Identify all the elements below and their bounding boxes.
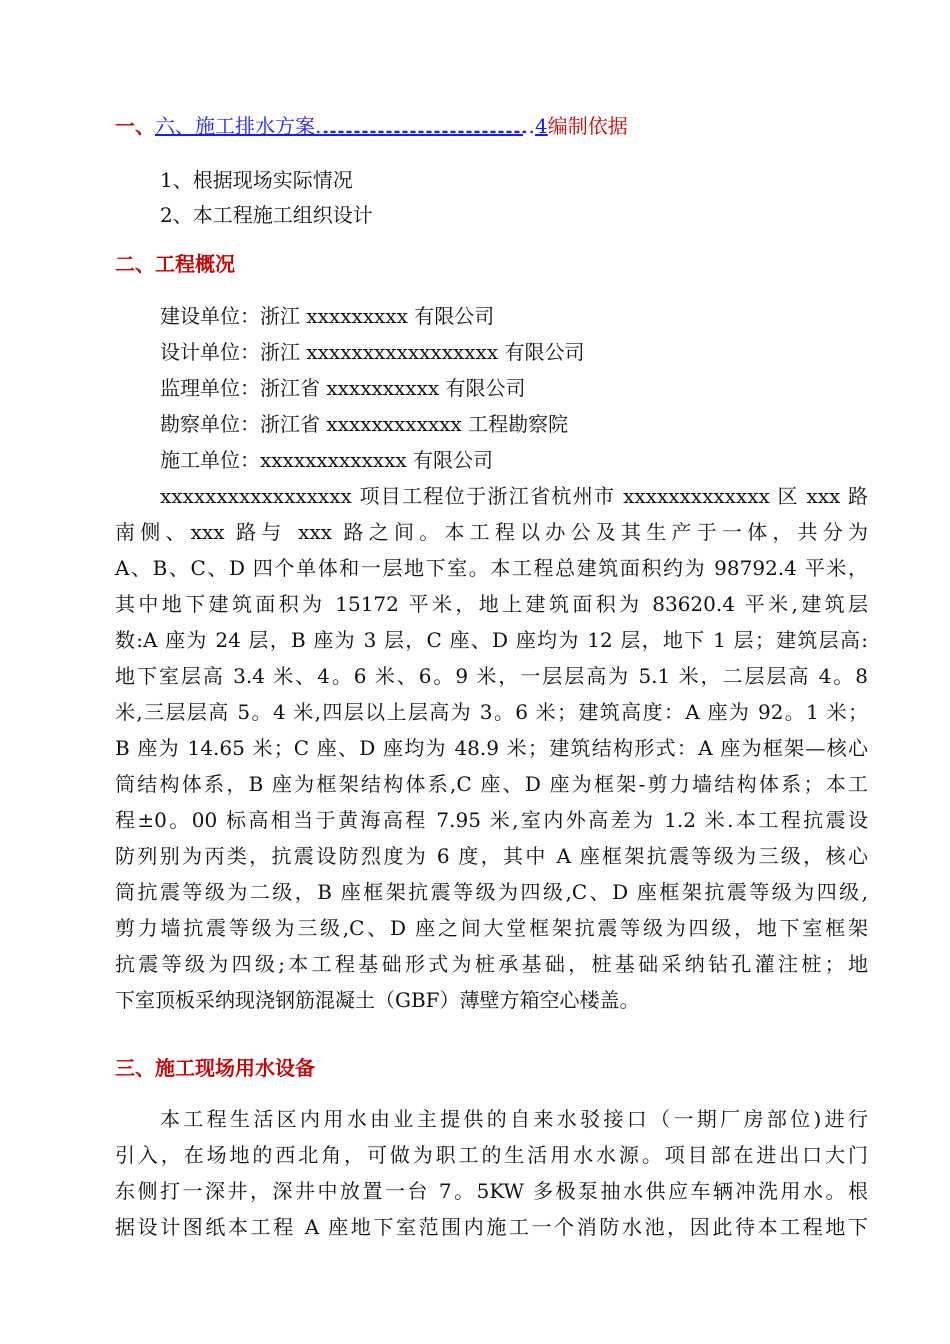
toc-entry [115, 108, 875, 144]
water-line: 本工程生活区内用水由业主提供的自来水驳接口（一期厂房部位)进行 [160, 1107, 868, 1131]
overview-line: 下室顶板采纳现浇钢筋混凝土（GBF）薄壁方箱空心楼盖。 [115, 988, 640, 1012]
toc-trailing-heading: 编制依据 [547, 114, 628, 138]
toc-number: 一、 [115, 114, 155, 138]
unit-line: 监理单位：浙江省 xxxxxxxxxx 有限公司 [160, 376, 526, 400]
unit-line: 建设单位：浙江 xxxxxxxxx 有限公司 [160, 304, 495, 328]
toc-link-text: 六、施工排水方案 [155, 114, 315, 138]
basis-item-1: 1、根据现场实际情况 [160, 168, 353, 192]
overview-line: 南侧、xxx 路与 xxx 路之间。本工程以办公及其生产于一体，共分为 [115, 520, 868, 544]
overview-line: B 座为 14.65 米；C 座、D 座均为 48.9 米；建筑结构形式：A 座为框架—核心 [115, 736, 868, 760]
overview-line: 米,三层层高 5。4 米,四层以上层高为 3。6 米；建筑高度：A 座为 92。1 米； [115, 700, 868, 724]
unit-line: 施工单位：xxxxxxxxxxxxx 有限公司 [160, 448, 493, 472]
overview-line: 筒结构体系，B 座为框架结构体系,C 座、D 座为框架-剪力墙结构体系；本工 [115, 772, 868, 796]
water-line: 引入，在场地的西北角，可做为职工的生活用水水源。项目部在进出口大门 [115, 1143, 868, 1167]
overview-line: 剪力墙抗震等级为三级,C、D 座之间大堂框架抗震等级为四级，地下室框架 [115, 916, 868, 940]
unit-line: 设计单位：浙江 xxxxxxxxxxxxxxxxx 有限公司 [160, 340, 585, 364]
toc-page: 4 [535, 114, 548, 138]
toc-link[interactable] [155, 114, 548, 138]
water-line: 据设计图纸本工程 A 座地下室范围内施工一个消防水池，因此待本工程地下 [115, 1215, 868, 1239]
overview-line: 筒抗震等级为二级，B 座框架抗震等级为四级,C、D 座框架抗震等级为四级, [115, 880, 868, 904]
overview-line: xxxxxxxxxxxxxxxxx 项目工程位于浙江省杭州市 xxxxxxxxxxxxx 区 xxx 路 [160, 484, 868, 508]
overview-line: A、B、C、D 四个单体和一层地下室。本工程总建筑面积约为 98792.4 平米， [115, 556, 868, 580]
overview-line: 程±0。00 标高相当于黄海高程 7.95 米,室内外高差为 1.2 米.本工程抗震设 [115, 808, 868, 832]
section-heading-overview: 二、工程概况 [115, 252, 235, 276]
overview-line: 防列别为丙类，抗震设防烈度为 6 度，其中 A 座框架抗震等级为三级，核心 [115, 844, 868, 868]
section-heading-water-equipment: 三、施工现场用水设备 [115, 1056, 315, 1080]
toc-leader: …………………………………………………………………… [315, 114, 523, 138]
unit-line: 勘察单位：浙江省 xxxxxxxxxxxx 工程勘察院 [160, 412, 569, 436]
water-line: 东侧打一深井，深井中放置一台 7。5KW 多极泵抽水供应车辆冲洗用水。根 [115, 1179, 868, 1203]
overview-line: 其中地下建筑面积为 15172 平米，地上建筑面积为 83620.4 平米,建筑层 [115, 592, 868, 616]
overview-line: 地下室层高 3.4 米、4。6 米、6。9 米，一层层高为 5.1 米，二层层高 4。8 [115, 664, 868, 688]
overview-line: 抗震等级为四级;本工程基础形式为桩承基础，桩基础采纳钻孔灌注桩；地 [115, 952, 868, 976]
basis-item-2: 2、本工程施工组织设计 [160, 203, 373, 227]
overview-line: 数:A 座为 24 层，B 座为 3 层，C 座、D 座均为 12 层，地下 1 层；建筑层高: [115, 628, 868, 652]
